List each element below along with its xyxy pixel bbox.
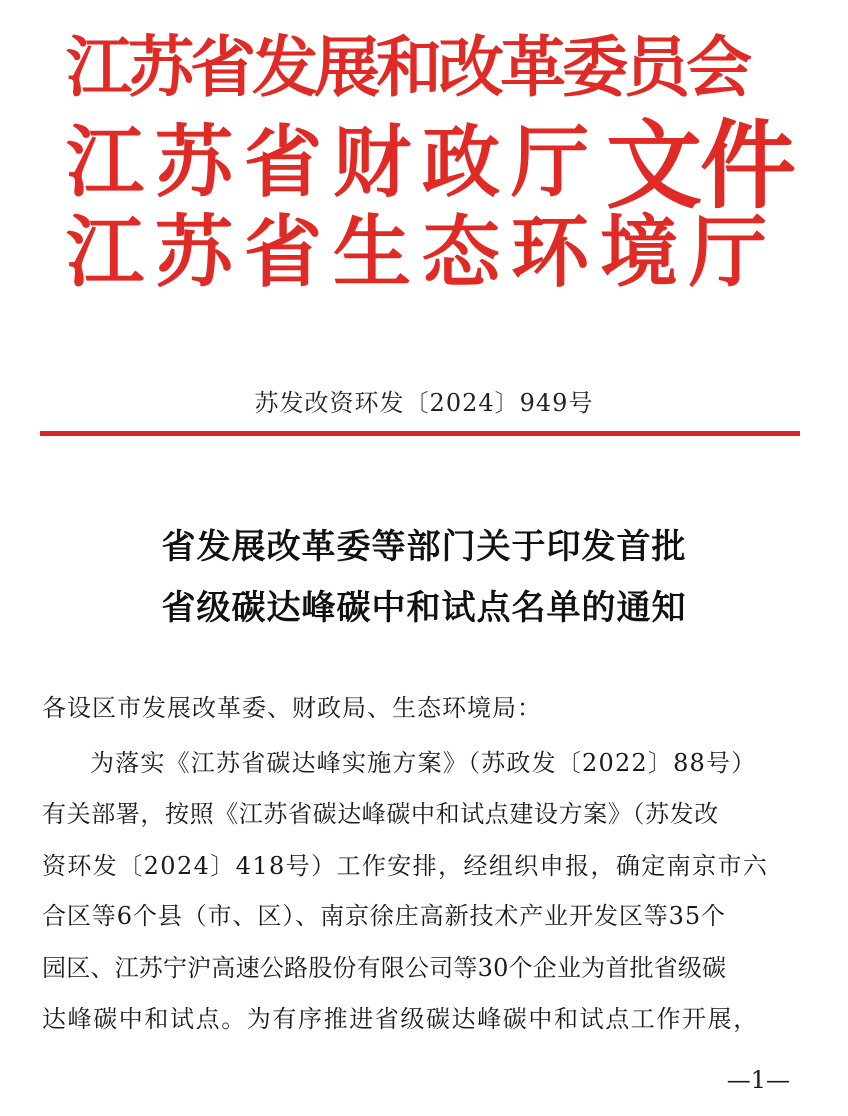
red-divider [40, 431, 800, 436]
salutation: 各设区市发展改革委、财政局、生态环境局： [42, 694, 542, 722]
title-line-2: 省级碳达峰碳中和试点名单的通知 [161, 588, 687, 628]
document-number: 苏发改资环发〔2024〕949号 [254, 389, 594, 417]
paragraph-line: 达峰碳中和试点。为有序推进省级碳达峰碳中和试点工作开展， [42, 1005, 759, 1033]
issuing-authority-header [0, 0, 848, 330]
page-number: —1— [726, 1066, 790, 1094]
document-label: 文件 [606, 109, 794, 222]
paragraph-line: 合区等6个县（市、区）、南京徐庄高新技术产业开发区等35个 [42, 902, 726, 930]
header-line-ecology: 江苏省生态环境厅 [66, 207, 779, 298]
paragraph-line: 为落实《江苏省碳达峰实施方案》（苏政发〔2022〕88号） [90, 749, 757, 777]
paragraph-line: 资环发〔2024〕418号）工作安排，经组织申报，确定南京市六 [42, 852, 769, 880]
header-line-finance [66, 109, 794, 222]
header-line-ndrc: 江苏省发展和改革委员会 [66, 28, 748, 106]
title-line-1: 省发展改革委等部门关于印发首批 [161, 527, 687, 567]
paragraph-line: 园区、江苏宁沪高速公路股份有限公司等30个企业为首批省级碳 [42, 954, 727, 982]
header-line-finance-text: 江苏省财政厅 [66, 117, 601, 208]
paragraph-line: 有关部署，按照《江苏省碳达峰碳中和试点建设方案》（苏发改 [42, 800, 719, 828]
